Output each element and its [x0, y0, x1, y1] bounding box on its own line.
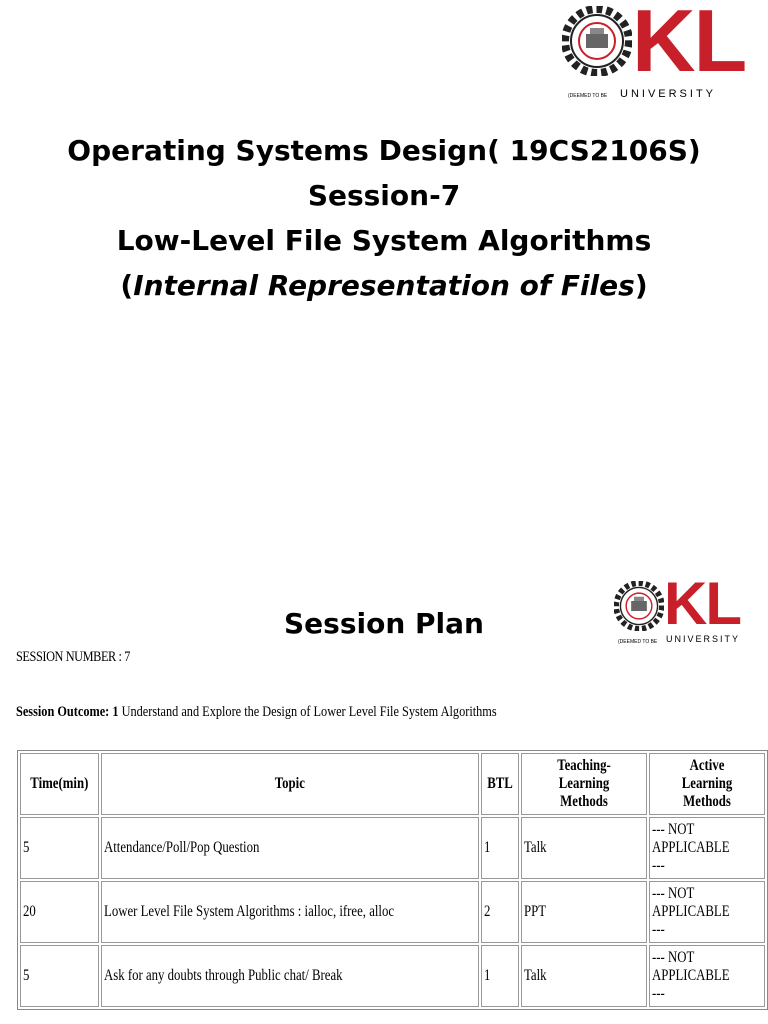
cell-tlm: Talk	[521, 817, 647, 879]
session-plan-table	[17, 750, 768, 1010]
topic-title: Low-Level File System Algorithms	[116, 224, 652, 257]
cell-alm: --- NOT APPLICABLE ---	[649, 881, 765, 943]
table-row	[20, 817, 765, 879]
kl-university-logo	[562, 0, 762, 104]
session-outcome	[16, 704, 497, 721]
session-plan-slide	[0, 545, 768, 1024]
paren-close: )	[634, 269, 648, 302]
cell-alm: --- NOT APPLICABLE ---	[649, 945, 765, 1007]
session-plan-title: Session Plan	[284, 607, 484, 640]
cell-btl: 1	[481, 817, 519, 879]
cell-tlm: PPT	[521, 881, 647, 943]
cell-btl: 2	[481, 881, 519, 943]
header-btl: BTL	[481, 753, 519, 815]
cell-alm: --- NOT APPLICABLE ---	[649, 817, 765, 879]
header-alm: Active Learning Methods	[649, 753, 765, 815]
table-header-row	[20, 753, 765, 815]
title-block	[0, 128, 768, 308]
cell-time: 20	[20, 881, 99, 943]
cell-topic: Ask for any doubts through Public chat/ Break	[101, 945, 479, 1007]
cell-time: 5	[20, 817, 99, 879]
cell-topic: Lower Level File System Algorithms : ialloc, ifree, alloc	[101, 881, 479, 943]
cell-topic: Attendance/Poll/Pop Question	[101, 817, 479, 879]
subtopic-italic: Internal Representation of Files	[133, 269, 635, 302]
logo-deemed: (DEEMED TO BE	[618, 639, 658, 645]
cell-time: 5	[20, 945, 99, 1007]
gear-seal-icon	[562, 6, 632, 76]
session-number: SESSION NUMBER : 7	[16, 649, 130, 665]
outcome-text: Understand and Explore the Design of Lower Level File System Algorithms	[118, 704, 497, 720]
outcome-label: Session Outcome: 1	[16, 704, 119, 720]
header-tlm: Teaching- Learning Methods	[521, 753, 647, 815]
table-row	[20, 945, 765, 1007]
logo-university: UNIVERSITY	[666, 634, 741, 644]
subtopic-title	[0, 263, 768, 308]
logo-letters: KL	[664, 570, 740, 637]
session-title: Session-7	[307, 179, 461, 212]
paren-open: (	[120, 269, 134, 302]
cell-tlm: Talk	[521, 945, 647, 1007]
course-title: Operating Systems Design( 19CS2106S)	[67, 134, 701, 167]
header-topic: Topic	[101, 753, 479, 815]
cell-btl: 1	[481, 945, 519, 1007]
logo-deemed: (DEEMED TO BE	[568, 93, 608, 99]
logo-university: UNIVERSITY	[620, 88, 717, 100]
logo-letters: KL	[632, 0, 746, 90]
table-row	[20, 881, 765, 943]
header-time: Time(min)	[20, 753, 99, 815]
